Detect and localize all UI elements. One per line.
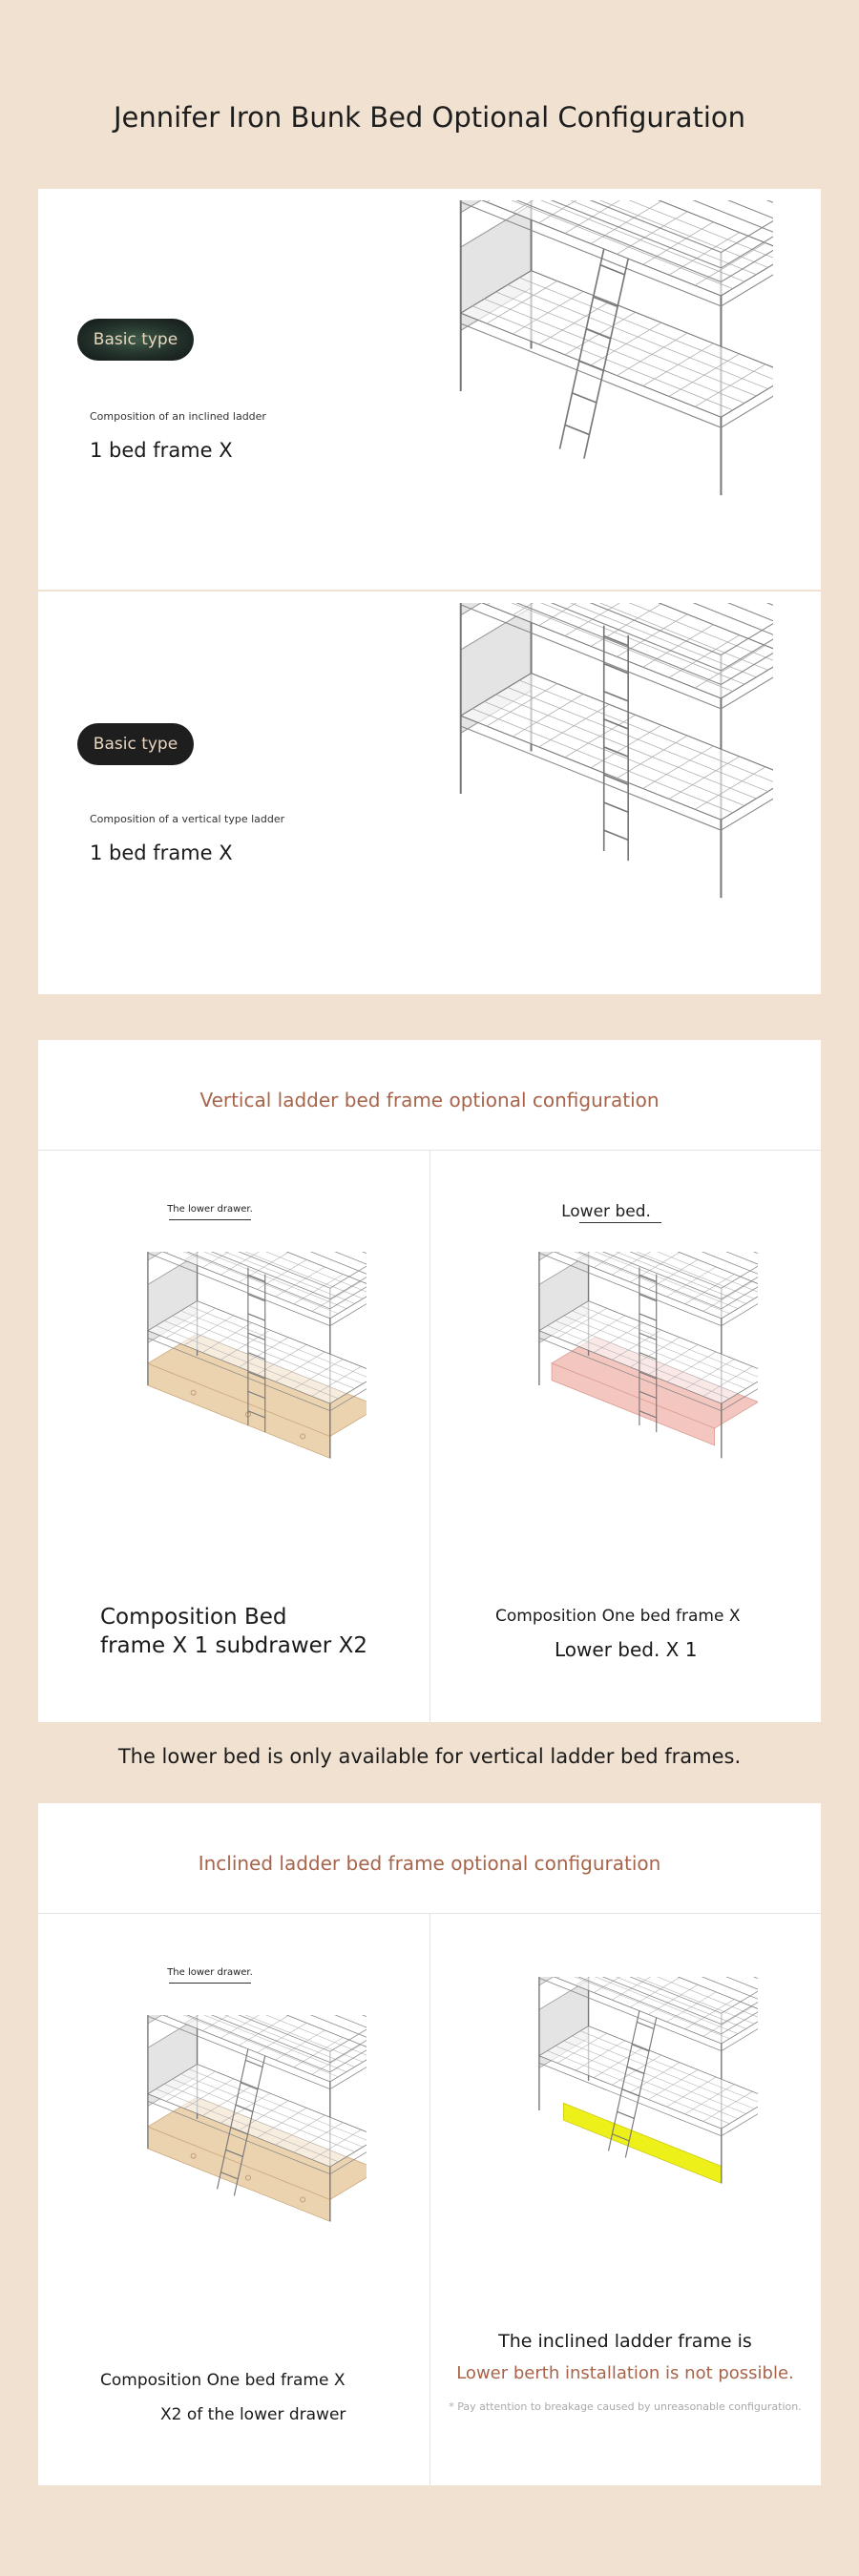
page-title: Jennifer Iron Bunk Bed Optional Configuration: [113, 101, 746, 134]
vertical-only-note: The lower bed is only available for vertical ladder bed frames.: [117, 1745, 742, 1768]
forbidden-lower-berth-illustration: [491, 1977, 758, 2244]
inclined-warning-line: The inclined ladder frame is: [498, 2331, 752, 2352]
basic-type-badge: Basic type: [77, 319, 194, 361]
bed-frame-count: 1 bed frame X: [90, 841, 233, 864]
composition-line: Composition Bed: [100, 1605, 287, 1630]
composition-line: frame X 1 subdrawer X2: [100, 1633, 367, 1658]
inclined-ladder-bunk-bed-illustration: [391, 200, 773, 582]
inclined-warning-line: Lower berth installation is not possible.: [456, 2363, 794, 2383]
vertical-ladder-bunk-bed-illustration: [391, 603, 773, 985]
bed-frame-count: 1 bed frame X: [90, 439, 233, 462]
composition-label: Composition of an inclined ladder: [90, 410, 266, 423]
composition-line: Composition One bed frame X: [100, 2371, 346, 2390]
option-label: The lower drawer.: [167, 1967, 253, 1978]
label-underline: [579, 1222, 661, 1223]
drawer-bunk-bed-illustration: [99, 1252, 367, 1519]
composition-label: Composition of a vertical type ladder: [90, 813, 285, 825]
option-label: Lower bed.: [561, 1202, 651, 1221]
configuration-note: * Pay attention to breakage caused by unreasonable configuration.: [449, 2400, 802, 2413]
basic-vertical-card: [38, 592, 821, 994]
option-label: The lower drawer.: [167, 1204, 253, 1215]
label-underline: [169, 1983, 251, 1984]
inclined-options-card: [38, 1803, 821, 2485]
basic-type-badge: Basic type: [77, 723, 194, 765]
drawer-inclined-bunk-bed-illustration: [99, 2015, 367, 2282]
vertical-options-card: [38, 1040, 821, 1722]
basic-inclined-card: [38, 189, 821, 590]
composition-line: Lower bed. X 1: [555, 1638, 698, 1661]
label-underline: [169, 1219, 251, 1220]
section-title: Inclined ladder bed frame optional configuration: [198, 1852, 661, 1875]
lower-bed-bunk-bed-illustration: [491, 1252, 758, 1519]
composition-line: X2 of the lower drawer: [160, 2405, 346, 2424]
section-title: Vertical ladder bed frame optional configuration: [199, 1089, 660, 1111]
composition-line: Composition One bed frame X: [495, 1607, 741, 1626]
